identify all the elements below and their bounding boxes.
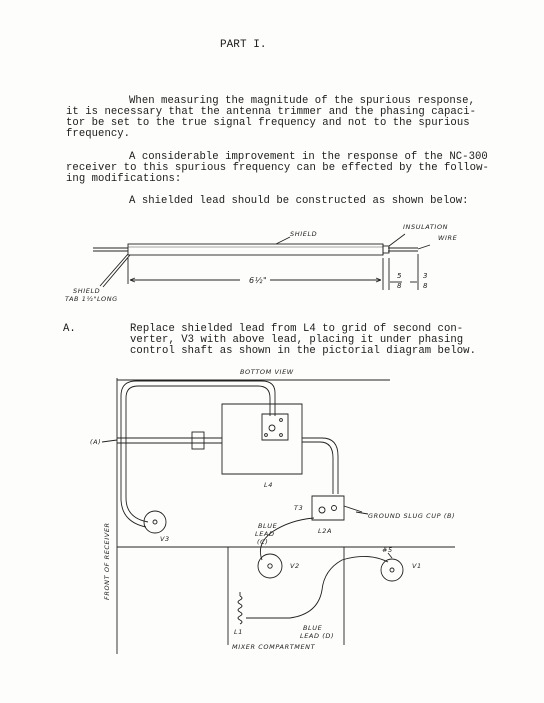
length-dimension: 6½" — [249, 276, 268, 285]
bottom-view-label: BOTTOM VIEW — [240, 368, 294, 376]
paragraph-2-line-3: ing modifications: — [66, 173, 182, 185]
item-text-line-1: Replace shielded lead from L4 to grid of second con- — [130, 323, 464, 335]
front-of-receiver-label: FRONT OF RECEIVER — [103, 522, 111, 600]
paragraph-1-line-3: tor be set to the true signal frequency and not to the spurious — [66, 117, 470, 129]
page-title: PART I. — [220, 39, 267, 51]
t3-label: T3 — [294, 504, 304, 512]
v2-socket — [258, 554, 282, 578]
v3-label: V3 — [160, 535, 170, 543]
dim1-num: 5 — [397, 272, 403, 280]
paragraph-1-line-4: frequency. — [66, 128, 131, 140]
blue-lead-c-line3: (C) — [257, 538, 269, 546]
a-label: (A) — [90, 438, 102, 446]
v1-socket — [381, 559, 403, 581]
insulation-label: INSULATION — [403, 223, 449, 231]
leader-a — [102, 440, 117, 442]
item-text-line-3: control shaft as shown in the pictorial diagram below. — [130, 345, 476, 357]
tab-label-1: SHIELD — [73, 287, 101, 295]
paragraph-1-line-2: it is necessary that the antenna trimmer and the phasing capaci- — [66, 106, 477, 118]
v2-label: V2 — [290, 562, 300, 570]
blue-lead-c-line2: LEAD — [255, 530, 275, 538]
blue-lead-d — [246, 556, 388, 618]
item-marker: A. — [63, 323, 76, 335]
blue-lead-c-line1: BLUE — [258, 522, 278, 530]
l1-label: L1 — [234, 628, 243, 636]
paragraph-2-line-2: receiver to this spurious frequency can be effected by the follow- — [66, 162, 489, 174]
leader-ground-slug — [356, 512, 368, 514]
item-text-line-2: verter, V3 with above lead, placing it under phasing — [130, 334, 464, 346]
tab-label-2: TAB 1½"LONG — [65, 295, 118, 303]
paragraph-2-line-1: A considerable improvement in the response of the NC-300 — [129, 151, 488, 163]
l1-coil — [238, 596, 242, 624]
dim2-den: 8 — [423, 282, 429, 290]
t3-l2a-block — [312, 496, 344, 520]
l2a-label: L2A — [318, 527, 333, 535]
paragraph-3: A shielded lead should be constructed as shown below: — [129, 195, 469, 207]
shaft-coupling — [192, 432, 204, 449]
tube5-label: #5 — [382, 546, 393, 554]
shield-label: SHIELD — [290, 230, 318, 238]
l4-label: L4 — [264, 481, 273, 489]
v1-label: V1 — [412, 562, 422, 570]
mixer-compartment-label: MIXER COMPARTMENT — [232, 643, 316, 651]
dim1-den: 8 — [397, 282, 403, 290]
wire-label: WIRE — [438, 234, 458, 242]
blue-lead-d-line1: BLUE — [303, 624, 323, 632]
shielded-lead-a — [126, 386, 270, 522]
paragraph-1-line-1: When measuring the magnitude of the spurious response, — [129, 95, 475, 107]
dim2-num: 3 — [423, 272, 429, 280]
blue-lead-d-line2: LEAD (D) — [300, 632, 335, 640]
ground-slug-label: GROUND SLUG CUP (B) — [368, 512, 456, 520]
